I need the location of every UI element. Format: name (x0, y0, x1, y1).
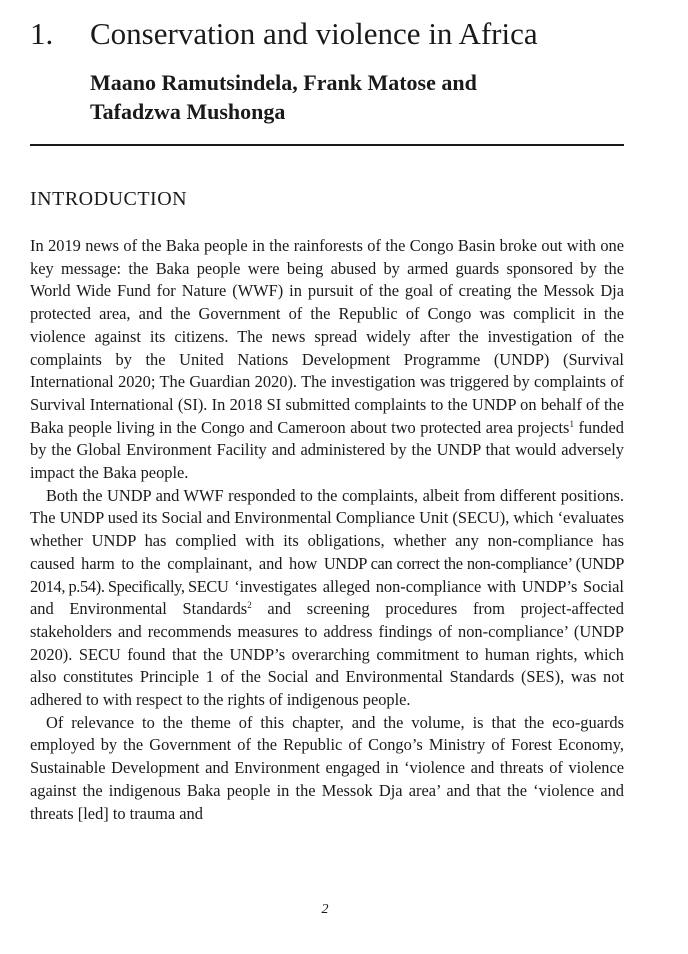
footnote-marker-1: 1 (569, 418, 574, 429)
paragraph-2-text-d: and screening procedures from project-affected stakeholders and recommends measures to address findings of non-compliance’ (UNDP 2020). SECU found that the UNDP’s overarching commitment to human rights, which also constitutes Principle 1 of the Social and Environmental Standards (SES), was not adhered to with respect to the rights of indigenous people. (30, 599, 624, 710)
paragraph-1 (30, 235, 624, 485)
paragraph-2-text-a: Both the UNDP and WWF responded to the complaints, albeit from different positions. The UNDP used its Social and Environmental Compliance Unit (SECU), which ‘evaluates whether UNDP has complied with its obligations, whether any non-compliance has caused harm to the complainant, and how (30, 485, 624, 573)
paragraph-2-text-b: UNDP can correct the non-compliance’ (UNDP 2014, p.54). Specifically, SECU (30, 553, 624, 596)
paragraph-1-text-b: funded by the Global Environment Facility and administered by the UNDP that would adversely impact the Baka people. (30, 417, 624, 483)
section-heading: INTRODUCTION (30, 188, 188, 210)
chapter-heading (30, 14, 660, 54)
paragraph-1-text-a: In 2019 news of the Baka people in the rainforests of the Congo Basin broke out with one key message: the Baka people were being abused by armed guards sponsored by the World Wide Fund for Nature (WWF) in pursuit of the goal of creating the Messok Dja protected area, and the Government of the Republic of Congo was complicit in the violence against its citizens. The news spread widely after the investigation of the complaints by the United Nations Development Programme (UNDP) (Survival International 2020; The Guardian 2020). The investigation was triggered by complaints of Survival International (SI). In 2018 SI submitted complaints to the UNDP on behalf of the Baka people living in the Congo and Cameroon about two protected area projects (30, 236, 624, 437)
authors-line-1: Maano Ramutsindela, Frank Matose and (90, 70, 477, 95)
paragraph-2-text-c: ‘investigates alleged non-compliance with UNDP’s Social and Environmental Standards (30, 576, 624, 619)
footnote-marker-2: 2 (247, 600, 252, 611)
paragraph-2 (30, 485, 624, 712)
chapter-number: 1. (30, 16, 54, 51)
heading-divider (30, 144, 624, 146)
chapter-title: Conservation and violence in Africa (90, 16, 538, 51)
authors-line-2: Tafadzwa Mushonga (90, 99, 286, 124)
page-number: 2 (321, 902, 329, 917)
body-text (30, 235, 624, 825)
chapter-authors (90, 68, 650, 126)
paragraph-3: Of relevance to the theme of this chapter, and the volume, is that the eco-guards employed by the Government of the Republic of Congo’s Ministry of Forest Economy, Sustainable Development and Environment engaged in ‘violence and threats of violence against the indigenous Baka people in the Messok Dja area’ and that the ‘violence and threats [led] to trauma and (30, 712, 624, 823)
